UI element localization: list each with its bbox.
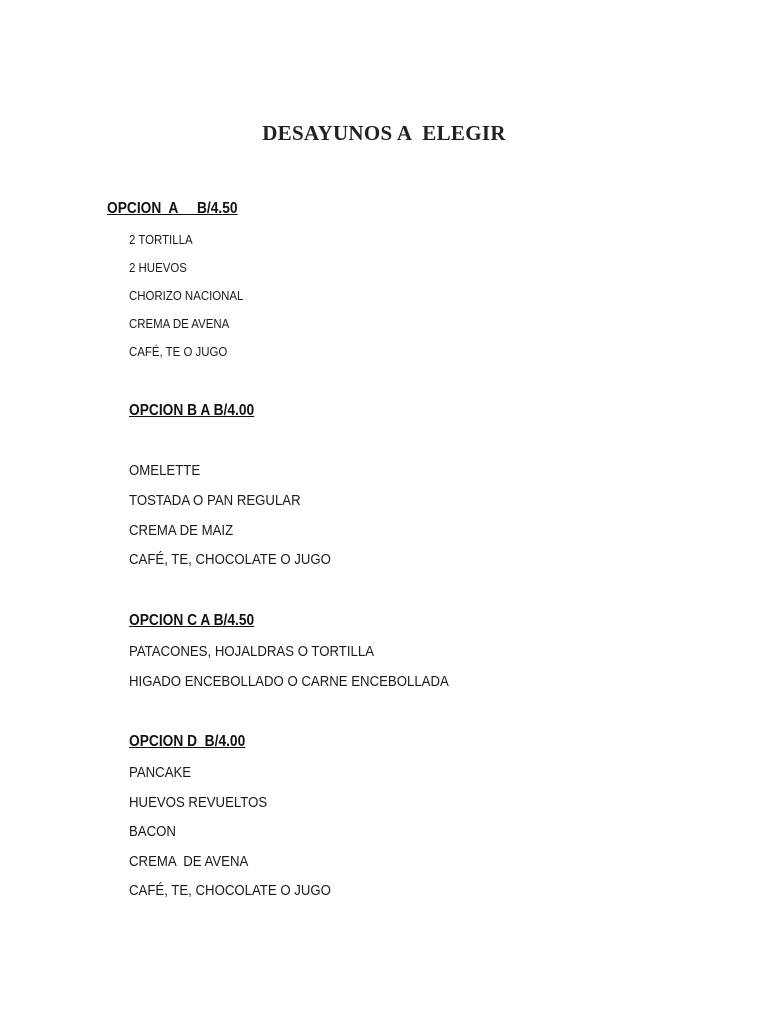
section-b-item: CAFÉ, TE, CHOCOLATE O JUGO — [129, 551, 331, 568]
section-a-item: CHORIZO NACIONAL — [129, 288, 244, 303]
section-a-item: 2 HUEVOS — [129, 260, 187, 275]
section-d-item: PANCAKE — [129, 764, 192, 781]
section-b-heading: OPCION B A B/4.00 — [129, 402, 255, 419]
section-b-item: TOSTADA O PAN REGULAR — [129, 492, 301, 509]
section-c-item: HIGADO ENCEBOLLADO O CARNE ENCEBOLLADA — [129, 673, 449, 690]
section-c-heading: OPCION C A B/4.50 — [129, 612, 255, 629]
section-d-item: BACON — [129, 823, 176, 840]
section-a-item: CAFÉ, TE O JUGO — [129, 344, 228, 359]
section-b-item: OMELETTE — [129, 462, 201, 479]
menu-title: DESAYUNOS A ELEGIR — [262, 121, 506, 145]
section-a-item: 2 TORTILLA — [129, 232, 193, 247]
section-d-item: CREMA DE AVENA — [129, 853, 249, 870]
section-d-item: HUEVOS REVUELTOS — [129, 794, 268, 811]
section-d-item: CAFÉ, TE, CHOCOLATE O JUGO — [129, 882, 331, 899]
section-c-item: PATACONES, HOJALDRAS O TORTILLA — [129, 643, 375, 660]
section-a-item: CREMA DE AVENA — [129, 316, 230, 331]
section-d-heading: OPCION D B/4.00 — [129, 733, 246, 750]
section-a-heading: OPCION A B/4.50 — [107, 200, 238, 217]
section-b-item: CREMA DE MAIZ — [129, 522, 234, 539]
